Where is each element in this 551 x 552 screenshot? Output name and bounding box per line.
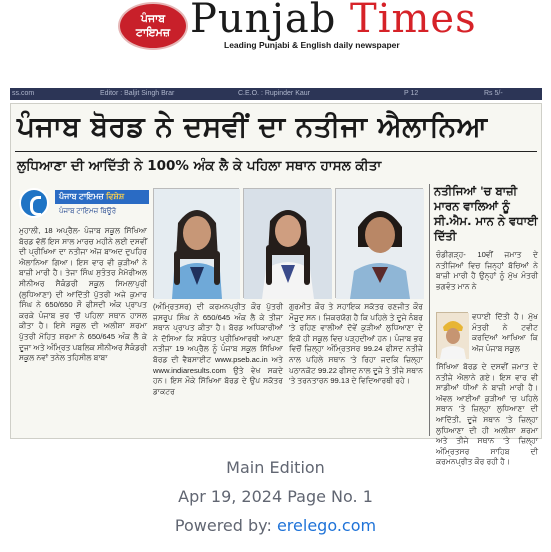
edition-info-strip bbox=[10, 88, 542, 100]
badge-subtitle: ਪੰਜਾਬ ਟਾਇਮਜ਼ ਬਿਊਰੋ bbox=[59, 208, 117, 215]
badge-tag: ਵਿਸ਼ੇਸ਼ bbox=[105, 192, 125, 201]
masthead bbox=[0, 0, 551, 82]
headline-divider bbox=[15, 151, 537, 152]
side-story-body-top bbox=[436, 250, 538, 310]
badge-title bbox=[55, 190, 149, 204]
logo-line-1: ਪੰਜਾਬ bbox=[140, 12, 166, 25]
column-2-text: (ਅੰਮ੍ਰਿਤਸਰ) ਦੀ ਕਰਮਨਪ੍ਰੀਤ ਕੌਰ ਪੁੱਤਰੀ ਜਸਰੂਪ ਸਿੰਘ ਨੇ 650/645 ਅੰਕ ਲੈ ਕੇ ਤੀਜਾ ਸਥਾਨ ਪ੍ਰਾਪਤ ਕੀਤਾ ਹੈ। ਬੋਰਡ ਅਧਿਕਾਰੀਆਂ ਨੇ ਦੱਸਿਆ ਕਿ ਸਬੰਧਤ ਪ੍ਰੀਖਿਆਰਥੀ ਆਪਣਾ ਨਤੀਜਾ 19 ਅਪ੍ਰੈਲ ਨੂੰ ਪੰਜਾਬ ਸਕੂਲ ਸਿੱਖਿਆ ਬੋਰਡ ਦੀ ਵੈਬਸਾਈਟ www.pseb.ac.in ਅਤੇ www.indiaresults.com ਉਤੇ ਵੇਖ ਸਕਦੇ ਹਨ। ਇਸ ਮੌਕੇ ਸਿੱਖਿਆ ਬੋਰਡ ਦੇ ਉਪ ਸਕੱਤਰ ਡਾਕਟਰ bbox=[153, 302, 283, 396]
student-photo-1 bbox=[153, 188, 239, 298]
side-story-body-bottom bbox=[436, 362, 538, 467]
bureau-badge bbox=[17, 184, 149, 224]
side-story-text-mid: ਵਧਾਈ ਦਿੱਤੀ ਹੈ। ਮੁੱਖ ਮੰਤਰੀ ਨੇ ਟਵੀਟ ਕਰਦਿਆਂ ਆਖਿਆ ਕਿ ਅੱਜ ਪੰਜਾਬ ਸਕੂਲ bbox=[472, 312, 538, 353]
logo-line-2: ਟਾਇਮਜ਼ bbox=[135, 26, 171, 39]
newspaper-tagline: Leading Punjabi & English daily newspaper bbox=[224, 40, 400, 50]
article-headline: ਪੰਜਾਬ ਬੋਰਡ ਨੇ ਦਸਵੀਂ ਦਾ ਨਤੀਜਾ ਐਲਾਨਿਆ bbox=[17, 110, 488, 143]
brand-punjab: Punjab bbox=[190, 0, 337, 42]
powered-by bbox=[0, 516, 551, 535]
article-column-2 bbox=[153, 302, 283, 436]
strip-editor: Editor : Baljit Singh Brar bbox=[100, 90, 175, 97]
brand-times: Times bbox=[350, 0, 477, 42]
newspaper-brand bbox=[190, 0, 477, 42]
side-story-text-top: ਚੰਡੀਗੜ੍ਹ- 10ਵੀਂ ਜਮਾਤ ਦੇ ਨਤੀਜਿਆਂ ਵਿਚ ਜਿਨ੍ਹਾਂ ਬੱਚਿਆਂ ਨੇ ਬਾਜ਼ੀ ਮਾਰੀ ਹੈ ਉਨ੍ਹਾਂ ਨੂੰ ਮੁੱਖ ਮੰਤਰੀ ਭਗਵੰਤ ਮਾਨ ਨੇ bbox=[436, 250, 538, 291]
chief-minister-photo bbox=[436, 312, 468, 358]
side-story-body-mid bbox=[472, 312, 538, 360]
column-1-text: ਮੁਹਾਲੀ, 18 ਅਪ੍ਰੈਲ- ਪੰਜਾਬ ਸਕੂਲ ਸਿੱਖਿਆ ਬੋਰਡ ਵੱਲੋਂ ਇਸ ਸਾਲ ਮਾਰਚ ਮਹੀਨੇ ਲਈ ਦਸਵੀਂ ਦੀ ਪ੍ਰੀਖਿਆ ਦਾ ਨਤੀਜਾ ਅੱਜ ਬਾਅਦ ਦੁਪਹਿਰ ਐਲਾਨਿਆ ਗਿਆ। ਇਸ ਵਾਰ ਵੀ ਕੁੜੀਆਂ ਨੇ ਬਾਜ਼ੀ ਮਾਰੀ ਹੈ। ਤੇਜਾ ਸਿੰਘ ਸੁਤੰਤਰ ਮੈਮੋਰੀਅਲ ਸੀਨੀਅਰ ਸੈਕੰਡਰੀ ਸਕੂਲ ਸਿਮਲਾਪੁਰੀ (ਲੁਧਿਆਣਾ) ਦੀ ਆਦਿੱਤੀ ਪੁੱਤਰੀ ਅਜੇ ਕੁਮਾਰ ਸਿੰਘ ਨੇ 650/650 ਸੌ ਫੀਸਦੀ ਅੰਕ ਪ੍ਰਾਪਤ ਕਰਕੇ ਪੰਜਾਬ ਭਰ 'ਚੋਂ ਪਹਿਲਾ ਸਥਾਨ ਹਾਸਲ ਕੀਤਾ ਹੈ। ਇਸੇ ਸਕੂਲ ਦੀ ਅਲੀਸ਼ਾ ਸ਼ਰਮਾ ਪੁੱਤਰੀ ਮੋਹਿਤ ਸ਼ਰਮਾ ਨੇ 650/645 ਅੰਕ ਲੈ ਕੇ ਦੂਜਾ ਅਤੇ ਅੰਮ੍ਰਿਤ ਪਬਲਿਕ ਸੀਨੀਅਰ ਸੈਕੰਡਰੀ ਸਕੂਲ ਨਵਾਂ ਤਨੇਲ ਤਹਿਸੀਲ ਬਾਬਾ bbox=[19, 226, 147, 363]
strip-site: ss.com bbox=[12, 90, 35, 97]
edition-date-page: Apr 19, 2024 Page No. 1 bbox=[178, 487, 373, 506]
student-photo-3 bbox=[335, 188, 423, 298]
article-subhead: ਲੁਧਿਆਣਾ ਦੀ ਆਦਿੱਤੀ ਨੇ 100% ਅੰਕ ਲੈ ਕੇ ਪਹਿਲਾ ਸਥਾਨ ਹਾਸਲ ਕੀਤਾ bbox=[17, 158, 382, 174]
powered-by-label: Powered by: bbox=[174, 516, 277, 535]
erelego-link[interactable]: erelego.com bbox=[276, 516, 377, 535]
side-story bbox=[429, 184, 539, 467]
edition-name: Main Edition bbox=[226, 458, 325, 477]
badge-title-text: ਪੰਜਾਬ ਟਾਇਮਜ਼ bbox=[59, 192, 104, 201]
side-story-text-bottom: ਸਿੱਖਿਆ ਬੋਰਡ ਦੇ ਦਸਵੀਂ ਜਮਾਤ ਦੇ ਨਤੀਜੇ ਐਲਾਨੇ ਗਏ। ਇਸ ਵਾਰ ਵੀ ਸਾਡੀਆਂ ਧੀਆਂ ਨੇ ਬਾਜ਼ੀ ਮਾਰੀ ਹੈ। ਅੱਵਲ ਆਈਆਂ ਕੁੜੀਆਂ 'ਚ ਪਹਿਲੇ ਸਥਾਨ 'ਤੇ ਜ਼ਿਲ੍ਹਾ ਲੁਧਿਆਣਾ ਦੀ ਆਦਿੱਤੀ, ਦੂਜੇ ਸਥਾਨ 'ਤੇ ਜ਼ਿਲ੍ਹਾ ਲੁਧਿਆਣਾ ਦੀ ਹੀ ਅਲੀਸ਼ਾ ਸ਼ਰਮਾ ਅਤੇ ਤੀਜੇ ਸਥਾਨ 'ਤੇ ਜ਼ਿਲ੍ਹਾ ਅੰਮ੍ਰਿਤਸਰ ਸਾਹਿਬ ਦੀ ਕਰਮਨਪ੍ਰੀਤ ਕੌਰ ਰਹੀ ਹੈ। bbox=[436, 362, 538, 467]
side-story-headline: ਨਤੀਜਿਆਂ 'ਚ ਬਾਜ਼ੀ ਮਾਰਨ ਵਾਲਿਆਂ ਨੂੰ ਸੀ.ਐਮ. ਮਾਨ ਨੇ ਵਧਾਈ ਦਿੱਤੀ bbox=[434, 184, 538, 243]
column-3-text: ਗੁਰਮੀਤ ਕੌਰ ਤੇ ਸਹਾਇਕ ਸਕੱਤਰ ਰਣਜੀਤ ਕੌਰ ਮੌਜੂਦ ਸਨ। ਜਿਕਰਯੋਗ ਹੈ ਕਿ ਪਹਿਲੇ ਤੇ ਦੂਜੇ ਨੰਬਰ 'ਤੇ ਰਹਿਣ ਵਾਲੀਆਂ ਦੋਵੇਂ ਕੁੜੀਆਂ ਲੁਧਿਆਣਾ ਦੇ ਇਕੋ ਹੀ ਸਕੂਲ ਵਿਚ ਪੜ੍ਹਦੀਆਂ ਹਨ। ਪੰਜਾਬ ਭਰ ਵਿਚੋਂ ਜ਼ਿਲ੍ਹਾ ਅੰਮ੍ਰਿਤਸਰ 99.24 ਫੀਸਦ ਨਤੀਜੇ ਨਾਲ ਪਹਿਲੇ ਸਥਾਨ 'ਤੇ ਰਿਹਾ ਜਦਕਿ ਜ਼ਿਲ੍ਹਾ ਪਠਾਨਕੋਟ 99.22 ਫੀਸਦ ਨਾਲ ਦੂਜੇ ਤੇ ਤੀਜੇ ਸਥਾਨ 'ਤੇ ਤਰਨਤਾਰਨ 99.13 ਦੇ ਵਿਦਿਆਰਥੀ ਰਹੇ। bbox=[289, 302, 423, 386]
punjab-times-logo bbox=[118, 2, 188, 50]
student-photo-2 bbox=[243, 188, 331, 298]
strip-ceo: C.E.O. : Rupinder Kaur bbox=[238, 90, 310, 97]
strip-price: Rs 5/- bbox=[484, 90, 503, 97]
news-clipping[interactable] bbox=[10, 103, 542, 467]
article-column-3 bbox=[289, 302, 423, 436]
article-column-1 bbox=[19, 226, 147, 436]
strip-pages: P 12 bbox=[404, 90, 419, 97]
punjab-times-icon bbox=[19, 188, 49, 218]
